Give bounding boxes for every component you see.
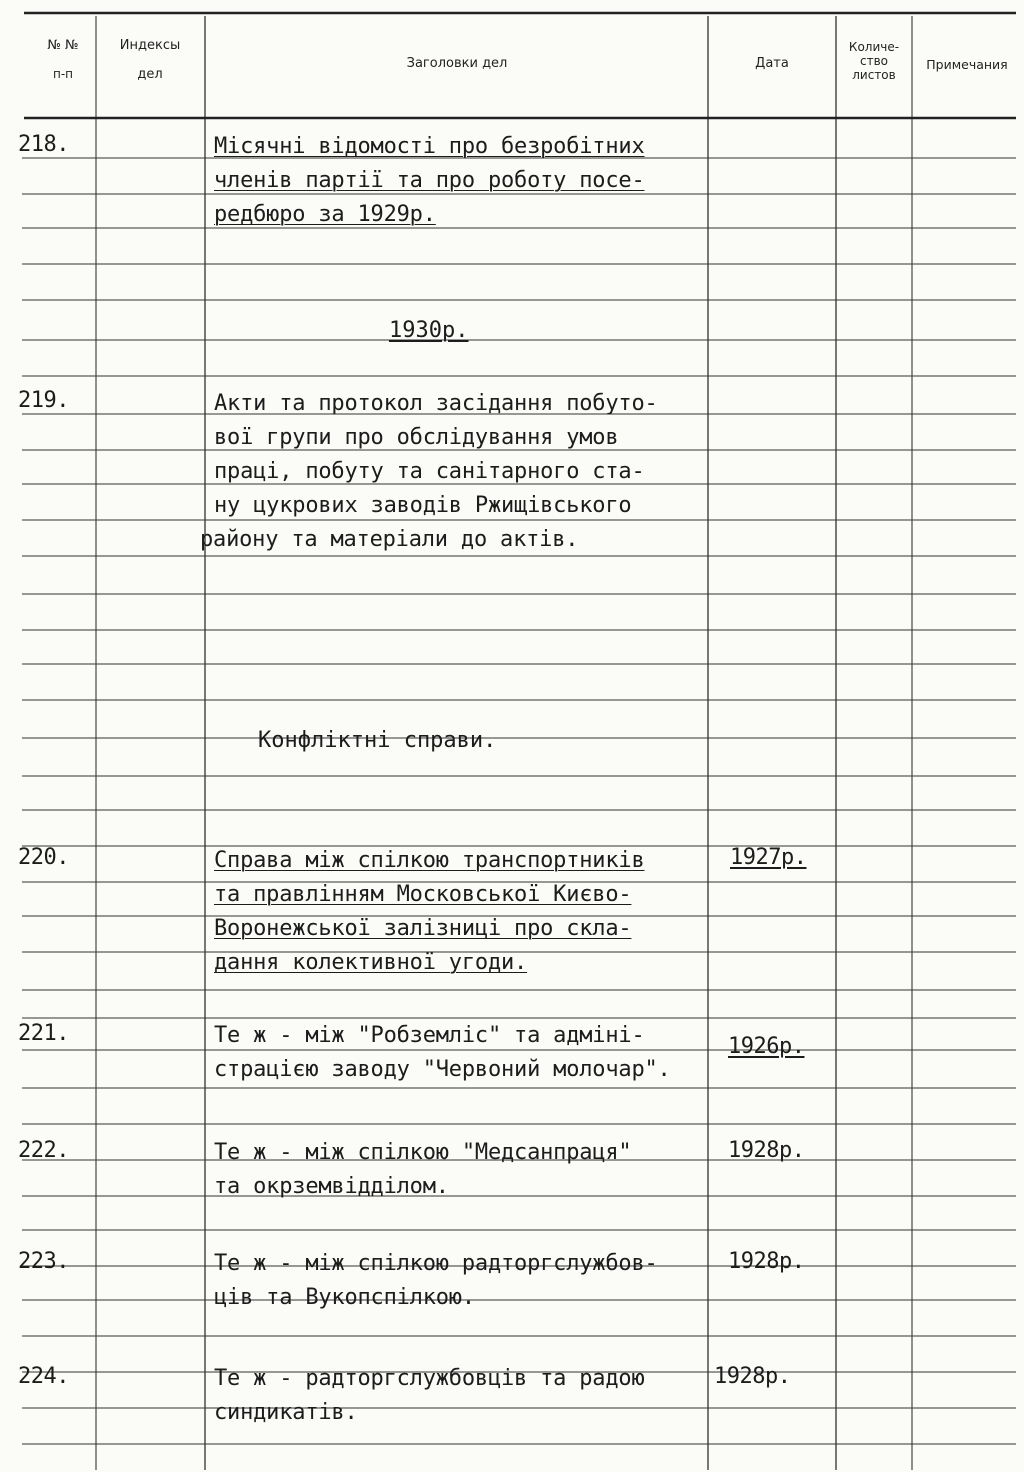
entry-number: 219. (18, 388, 69, 413)
entry-date: 1928р. (728, 1138, 805, 1163)
header-col-index-line1: Индексы (119, 38, 181, 53)
entry-title (214, 130, 708, 232)
entry-title-line: Справа між спілкою транспортників (214, 848, 645, 873)
entry-title-line: та окрземвідділом. (214, 1174, 449, 1199)
entry-title-line: ців та Вукопспілкою. (214, 1285, 475, 1310)
header-col-index-line2: дел (137, 67, 163, 82)
entry-title (214, 844, 708, 980)
header-col-sheets-line3: листов (852, 68, 896, 82)
entry-title-line: дання колективної угоди. (214, 950, 528, 975)
entry-title (214, 1019, 708, 1087)
entry-title-line: редбюро за 1929р. (214, 202, 436, 227)
entry-title (214, 1136, 708, 1204)
header-col-number (30, 38, 96, 82)
entry-date: 1927р. (730, 845, 807, 870)
entry-title-line: району та матеріали до актів. (200, 527, 579, 552)
header-col-title: Заголовки дел (406, 56, 508, 71)
section-heading-year: 1930р. (389, 318, 469, 343)
header-col-sheets (838, 40, 910, 82)
entry-title-line: Воронежської залізниці про скла- (214, 916, 632, 941)
entry-date: 1928р. (728, 1249, 805, 1274)
entry-number: 220. (18, 845, 69, 870)
header-col-number-line1: № № (47, 38, 79, 53)
header-col-notes: Примечания (926, 57, 1008, 72)
entry-number: 221. (18, 1021, 69, 1046)
header-col-sheets-line2: ство (859, 54, 888, 68)
entry-title-line: Те ж - між спілкою "Медсанпраця" (214, 1140, 632, 1165)
entry-number: 222. (18, 1138, 69, 1163)
entry-title-line: та правлінням Московської Києво- (214, 882, 632, 907)
header-col-index (100, 38, 200, 82)
entry-title-line: Те ж - між "Робземліс" та адміні- (214, 1023, 645, 1048)
entry-title (200, 387, 708, 557)
entry-title-line: Те ж - радторгслужбовців та радою (214, 1366, 645, 1391)
entry-title (214, 1362, 708, 1430)
entry-title-line: ну цукрових заводів Ржищівського (214, 493, 632, 518)
header-col-number-line2: п-п (52, 67, 74, 81)
entry-number: 223. (18, 1249, 69, 1274)
entry-date: 1926р. (728, 1034, 805, 1059)
header-col-sheets-line1: Количе- (848, 40, 900, 54)
entry-title-line: вої групи про обслідування умов (214, 425, 619, 450)
entry-number: 218. (18, 132, 69, 157)
section-heading-conflict-cases: Конфліктні справи. (258, 728, 497, 753)
entry-title-line: Місячні відомості про безробітних (214, 134, 645, 159)
entry-number: 224. (18, 1364, 69, 1389)
entry-title-line: Акти та протокол засідання побуто- (214, 391, 658, 416)
entry-title-line: синдикатів. (214, 1400, 358, 1425)
entry-title-line: страцією заводу "Червоний молочар". (214, 1057, 671, 1082)
entry-title-line: праці, побуту та санітарного ста- (214, 459, 645, 484)
header-col-date: Дата (755, 56, 789, 71)
entry-title-line: членів партії та про роботу посе- (214, 168, 645, 193)
entry-title (214, 1247, 708, 1315)
entry-date: 1928р. (714, 1364, 791, 1389)
entry-title-line: Те ж - між спілкою радторгслужбов- (214, 1251, 658, 1276)
